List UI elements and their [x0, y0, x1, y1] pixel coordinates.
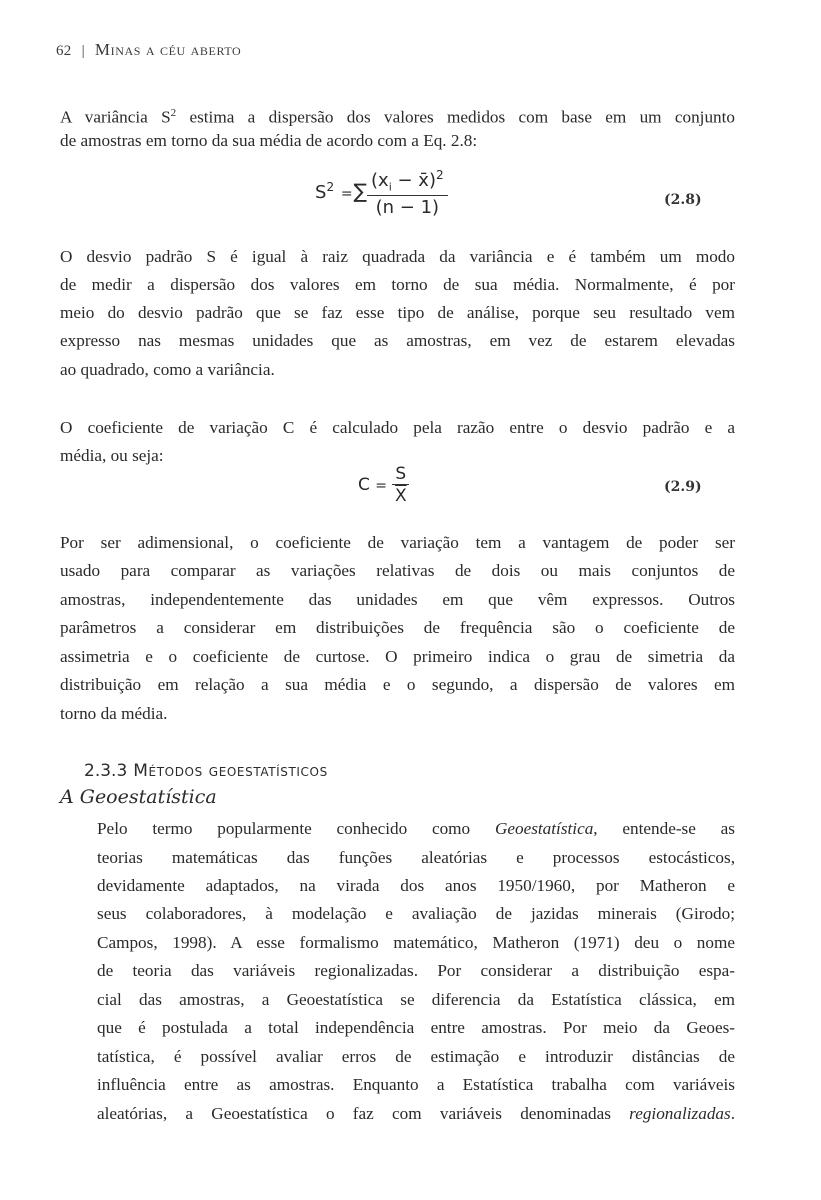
text-span: estima a dispersão dos valores medidos com base em um conjunto	[176, 107, 736, 127]
paragraph-line: torno da média.	[60, 704, 168, 723]
paragraph-line: média, ou seja:	[60, 446, 164, 465]
paragraph-line: de medir a dispersão dos valores em torno de sua média. Normalmente, é por	[60, 275, 735, 294]
paragraph-line: O desvio padrão S é igual à raiz quadrada da variância e é também um modo	[60, 247, 735, 266]
equation-number: (2.9)	[664, 479, 702, 495]
section-title: Métodos geoestatísticos	[133, 761, 328, 781]
paragraph-line: de teoria das variáveis regionalizadas. Por considerar a distribuição espa-	[97, 961, 735, 980]
paragraph-line: Por ser adimensional, o coeficiente de variação tem a vantagem de poder ser	[60, 533, 735, 552]
eq-exponent: 2	[326, 179, 335, 194]
paragraph-line: de amostras em torno da sua média de acordo com a Eq. 2.8:	[60, 131, 478, 150]
section-number: 2.3.3	[84, 761, 128, 781]
paragraph-line: amostras, independentemente das unidades em que vêm expressos. Outros	[60, 590, 735, 609]
paragraph-line	[97, 1100, 735, 1128]
paragraph-line	[97, 815, 735, 843]
eq-exponent: 2	[435, 168, 444, 182]
eq-symbol: C	[358, 475, 370, 495]
paragraph-line: distribuição em relação a sua média e o segundo, a dispersão de valores em	[60, 675, 735, 694]
equation-2-8	[315, 168, 448, 218]
paragraph-line: assimetria e o coeficiente de curtose. O primeiro indica o grau de simetria da	[60, 647, 735, 666]
paragraph-line: meio do desvio padrão que se faz esse tipo de análise, porque seu resultado vem	[60, 303, 735, 322]
eq-fraction	[367, 168, 448, 218]
eq-equals: =	[375, 478, 388, 494]
eq-fraction	[392, 464, 409, 506]
paragraph-line: expresso nas mesmas unidades que as amostras, em vez de estarem elevadas	[60, 331, 735, 350]
text-span: , entende-se as	[593, 819, 735, 838]
subsection-heading: A Geoestatística	[60, 786, 217, 808]
paragraph-line: Campos, 1998). A esse formalismo matemático, Matheron (1971) deu o nome	[97, 933, 735, 952]
eq-symbol: S	[315, 181, 327, 203]
eq-equals: =	[340, 185, 353, 202]
eq-denominator: (n − 1)	[375, 196, 440, 218]
paragraph-line: teorias matemáticas das funções aleatórias e processos estocásticos,	[97, 848, 735, 867]
page-number: 62	[56, 43, 72, 59]
paragraph-line: que é postulada a total independência entre amostras. Por meio da Geoes-	[97, 1018, 735, 1037]
equation-number: (2.8)	[664, 192, 702, 208]
eq-denominator: X	[394, 486, 407, 506]
eq-numerator	[367, 168, 448, 196]
book-title: Minas a céu aberto	[94, 40, 242, 59]
paragraph-line: ao quadrado, como a variância.	[60, 360, 275, 379]
paragraph-line: tatística, é possível avaliar erros de estimação e introduzir distâncias de	[97, 1047, 735, 1066]
italic-term: Geoestatística	[494, 819, 594, 838]
section-heading	[84, 761, 328, 781]
italic-term: regionalizadas	[629, 1104, 731, 1123]
text-span: .	[730, 1104, 735, 1123]
text-span: Pelo termo popularmente conhecido como	[97, 819, 495, 838]
superscript: 2	[170, 107, 177, 119]
paragraph-line: cial das amostras, a Geoestatística se diferencia da Estatística clássica, em	[97, 990, 735, 1009]
paragraph-line: seus colaboradores, à modelação e avaliação de jazidas minerais (Girodo;	[97, 904, 735, 923]
text-span: aleatórias, a Geoestatística o faz com variáveis denominadas	[97, 1104, 630, 1123]
paragraph-line: influência entre as amostras. Enquanto a Estatística trabalha com variáveis	[97, 1075, 735, 1094]
text-span: A variância S	[60, 107, 171, 127]
paragraph-line: O coeficiente de variação C é calculado pela razão entre o desvio padrão e a	[60, 418, 735, 437]
eq-numerator: S	[392, 464, 409, 485]
eq-subscript: i	[388, 180, 392, 194]
header-separator: |	[81, 43, 85, 59]
paragraph-line: usado para comparar as variações relativas de dois ou mais conjuntos de	[60, 561, 735, 580]
eq-sum-symbol: ∑	[353, 178, 368, 203]
text-span: − x̄)	[391, 170, 436, 191]
paragraph-line: devidamente adaptados, na virada dos anos 1950/1960, por Matheron e	[97, 876, 735, 895]
equation-2-9	[358, 464, 409, 506]
text-span: (x	[371, 170, 389, 191]
paragraph-line: parâmetros a considerar em distribuições de frequência são o coeficiente de	[60, 618, 735, 637]
running-header	[56, 40, 241, 60]
